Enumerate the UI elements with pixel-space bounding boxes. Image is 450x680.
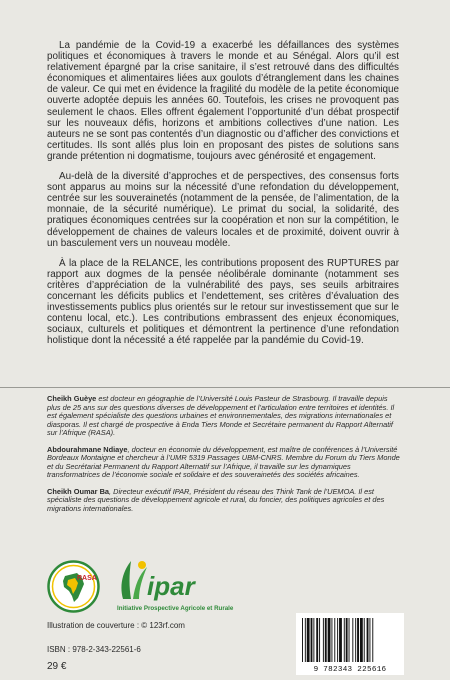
barcode-bars (296, 613, 404, 665)
rasa-logo-text: RASA (77, 575, 97, 582)
author-description: est docteur en géographie de l’Université Louis Pasteur de Strasbourg. Il travaille depuis plus de 25 ans sur des questions diverses de développement et l’articulation entre territoires et identités. Il est également spécialiste des questions urbaines et environnementales, des migrations internationales et diasporas. Il est chargé de prospective à Enda Tiers Monde et Secrétaire permanent du Rapport Alternatif sur l’Afrique (RASA). (47, 394, 395, 437)
author-description: , docteur en économie du développement, est maître de conférences à l’Université Bordeaux Montaigne et chercheur à l’UMR 5319 Passages UBM-CNRS. Membre du Forum du Tiers Monde et du Secrétariat Permanent du Rapport Alternatif sur l’Afrique, il travaille sur les dynamiques transformatrices de l’économie sociale et solidaire et des souverainetés des sociétés africaines. (47, 444, 400, 479)
rasa-logo (47, 560, 100, 613)
author-name: Cheikh Guèye (47, 394, 97, 403)
author-description: , Directeur exécutif IPAR, Président du réseau des Think Tank de l’UEMOA. Il est spécialiste des questions de développement agricole et rural, du foncier, des politiques agricoles et des migrations internationales. (47, 486, 385, 513)
isbn-number: ISBN : 978-2-343-22561-6 (47, 645, 141, 654)
rasa-logo-graphic (47, 560, 100, 613)
separator-line (0, 387, 450, 388)
isbn-barcode (296, 613, 404, 675)
summary-paragraph-1: La pandémie de la Covid-19 a exacerbé les défaillances des systèmes politiques et économiques à travers le monde et au Sénégal. Alors qu’il est relativement épargné par la crise sanitaire, il s’est retrouvé dans des difficultés économiques et alimentaires liées aux goulots d’étranglement dans les chaines de valeur. Ce qui met en évidence la fragilité du modèle de la petite économique ouverte adoptée depuis les années 60. Toutefois, les crises ne provoquent pas seulement le chaos. Elles offrent également l’opportunité d’un débat prospectif sur les nouveaux défis, horizons et ambitions collectives d’une nation. Les auteurs ne se sont pas contentés d’un diagnostic ou d’afficher des convictions et certitudes. Ils sont allés plus loin en proposant des pistes de solutions sans grande prétention ni dogmatisme, toujours avec générosité et engagement. (47, 40, 399, 162)
ipar-logo (109, 555, 249, 615)
author-name: Cheikh Oumar Ba (47, 486, 110, 496)
ipar-logo-tagline: Initiative Prospective Agricole et Rurale (117, 605, 234, 612)
author-name: Abdourahmane Ndiaye (47, 444, 128, 454)
summary-paragraph-3: À la place de la RELANCE, les contributions proposent des RUPTURES par rapport aux dogmes de la pensée néolibérale dominante (notamment ses critères d’appréciation de la vulnérabilité des pays, ses seuils arbitraires concernant les déficits publics et l’endettement, ses critères d’évaluation des investissements publics plus orientés sur le retour sur investissement que sur le contenu local, etc.). Les contributions embrassent des enjeux économiques, sociaux, culturels et politiques et démontrent la pertinence d’une refondation holistique dont la nécessité a été rappelée par la pandémie du Covid-19. (47, 257, 399, 347)
cover-illustration-credit: Illustration de couverture : © 123rf.com (47, 621, 185, 630)
author-bio-3 (47, 488, 402, 514)
summary-paragraph-2: Au-delà de la diversité d’approches et de perspectives, des consensus forts sont apparus au moins sur la nécessité d’une refondation du développement, centrée sur les souverainetés (notamment de la pensée, de l’alimentation, de la monnaie, de la sécurité numérique). Le primat du social, la solidarité, des pratiques économiques centrées sur la coopération et non sur la compétition, le développement de chaines de valeurs locales et de proximité, doivent ouvrir à un basculement vers un nouveau modèle. (47, 171, 399, 249)
barcode-digits: 9 782343 225616 (313, 666, 387, 674)
ipar-logo-text: IPAR (147, 571, 195, 601)
author-bio-1 (47, 395, 402, 438)
ipar-logo-graphic (109, 555, 249, 615)
book-price: 29 € (47, 661, 67, 672)
author-bios (47, 395, 402, 521)
author-bio-2 (47, 446, 402, 480)
summary-text (47, 40, 399, 355)
